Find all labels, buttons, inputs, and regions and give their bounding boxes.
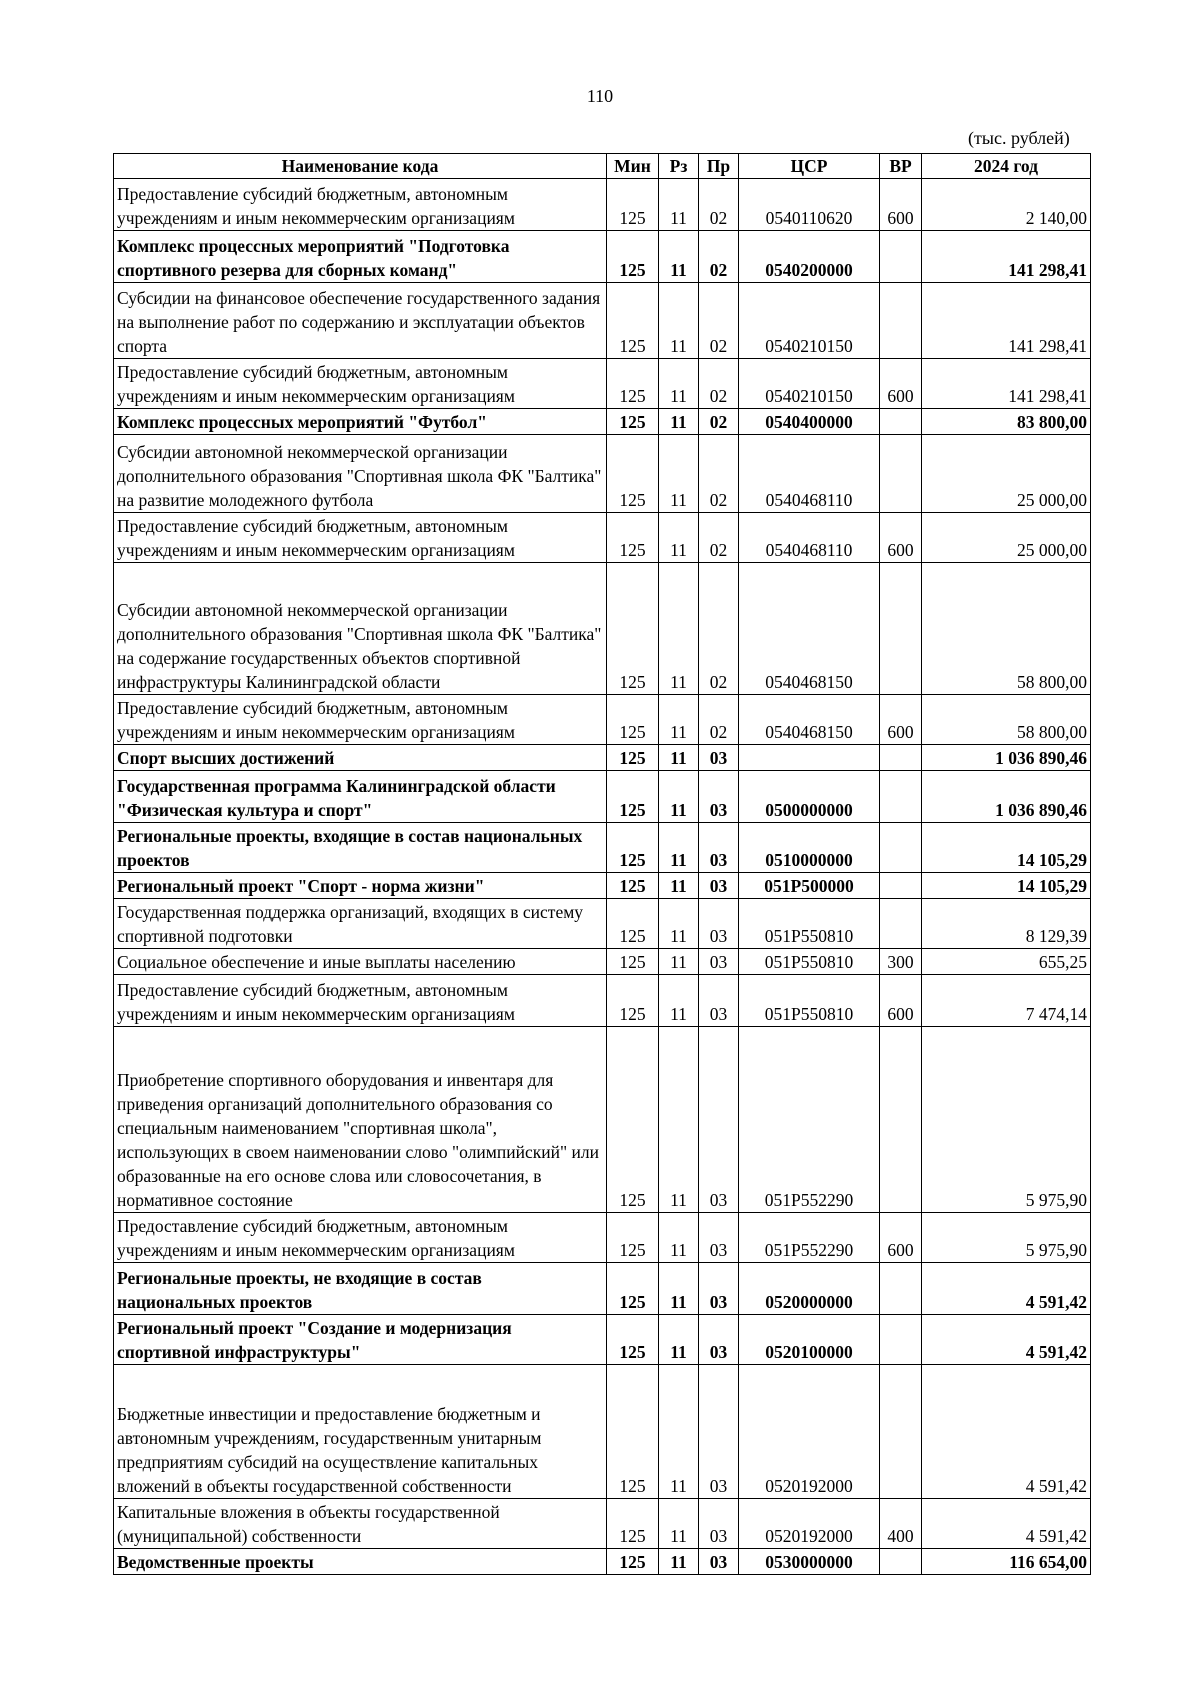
cell-rz: 11	[659, 1263, 699, 1315]
table-row	[114, 975, 1091, 1027]
cell-pr: 03	[699, 1263, 739, 1315]
cell-vr	[880, 745, 922, 771]
table-row	[114, 823, 1091, 873]
cell-min: 125	[607, 899, 659, 949]
cell-min: 125	[607, 975, 659, 1027]
cell-csr: 051P500000	[739, 873, 880, 899]
cell-pr: 02	[699, 695, 739, 745]
cell-pr: 03	[699, 1499, 739, 1549]
cell-name: Капитальные вложения в объекты государственной (муниципальной) собственности	[114, 1499, 607, 1549]
cell-csr: 0540210150	[739, 283, 880, 359]
table-row	[114, 899, 1091, 949]
cell-name: Ведомственные проекты	[114, 1549, 607, 1575]
table-row	[114, 1549, 1091, 1575]
cell-amount: 8 129,39	[922, 899, 1091, 949]
cell-amount: 4 591,42	[922, 1499, 1091, 1549]
cell-csr: 0540200000	[739, 231, 880, 283]
cell-csr: 0540468110	[739, 435, 880, 513]
cell-vr: 600	[880, 359, 922, 409]
cell-name: Предоставление субсидий бюджетным, автономным учреждениям и иным некоммерческим организациям	[114, 513, 607, 563]
cell-vr	[880, 231, 922, 283]
cell-min: 125	[607, 823, 659, 873]
cell-amount: 1 036 890,46	[922, 745, 1091, 771]
cell-vr: 300	[880, 949, 922, 975]
cell-min: 125	[607, 283, 659, 359]
table-row	[114, 283, 1091, 359]
cell-name: Региональный проект "Спорт - норма жизни"	[114, 873, 607, 899]
cell-amount: 5 975,90	[922, 1213, 1091, 1263]
cell-amount: 4 591,42	[922, 1315, 1091, 1365]
cell-pr: 03	[699, 1549, 739, 1575]
header-name: Наименование кода	[114, 154, 607, 179]
cell-rz: 11	[659, 1315, 699, 1365]
cell-rz: 11	[659, 1027, 699, 1213]
cell-name: Субсидии на финансовое обеспечение государственного задания на выполнение работ по содержанию и эксплуатации объектов спорта	[114, 283, 607, 359]
cell-csr: 0530000000	[739, 1549, 880, 1575]
cell-amount: 141 298,41	[922, 231, 1091, 283]
cell-vr	[880, 409, 922, 435]
cell-rz: 11	[659, 1549, 699, 1575]
cell-vr	[880, 1027, 922, 1213]
cell-vr: 600	[880, 975, 922, 1027]
cell-csr: 051P552290	[739, 1213, 880, 1263]
cell-vr	[880, 1263, 922, 1315]
cell-min: 125	[607, 1213, 659, 1263]
cell-amount: 141 298,41	[922, 283, 1091, 359]
cell-rz: 11	[659, 1499, 699, 1549]
cell-name: Приобретение спортивного оборудования и инвентаря для приведения организаций дополнительного образования со специальным наименованием "спортивная школа", использующих в своем наименовании слово "олимпийский" или образованные на его основе слова или словосочетания, в нормативное состояние	[114, 1027, 607, 1213]
table-row	[114, 359, 1091, 409]
cell-name: Региональные проекты, не входящие в состав национальных проектов	[114, 1263, 607, 1315]
cell-amount: 14 105,29	[922, 823, 1091, 873]
cell-csr: 051P552290	[739, 1027, 880, 1213]
cell-min: 125	[607, 1499, 659, 1549]
cell-name: Государственная поддержка организаций, входящих в систему спортивной подготовки	[114, 899, 607, 949]
table-row	[114, 1213, 1091, 1263]
cell-name: Комплекс процессных мероприятий "Подготовка спортивного резерва для сборных команд"	[114, 231, 607, 283]
cell-vr: 600	[880, 513, 922, 563]
cell-rz: 11	[659, 771, 699, 823]
cell-pr: 02	[699, 563, 739, 695]
cell-amount: 1 036 890,46	[922, 771, 1091, 823]
table-row	[114, 695, 1091, 745]
header-csr: ЦСР	[739, 154, 880, 179]
cell-csr: 0540400000	[739, 409, 880, 435]
cell-name: Государственная программа Калининградской области "Физическая культура и спорт"	[114, 771, 607, 823]
cell-amount: 25 000,00	[922, 435, 1091, 513]
cell-min: 125	[607, 1027, 659, 1213]
cell-min: 125	[607, 231, 659, 283]
cell-vr	[880, 1549, 922, 1575]
cell-name: Бюджетные инвестиции и предоставление бюджетным и автономным учреждениям, государственным унитарным предприятиям субсидий на осуществление капитальных вложений в объекты государственной собственности	[114, 1365, 607, 1499]
cell-csr: 0520100000	[739, 1315, 880, 1365]
cell-min: 125	[607, 695, 659, 745]
cell-pr: 02	[699, 435, 739, 513]
cell-name: Предоставление субсидий бюджетным, автономным учреждениям и иным некоммерческим организациям	[114, 695, 607, 745]
table-row	[114, 1499, 1091, 1549]
table-row	[114, 1263, 1091, 1315]
cell-name: Предоставление субсидий бюджетным, автономным учреждениям и иным некоммерческим организациям	[114, 975, 607, 1027]
cell-name: Предоставление субсидий бюджетным, автономным учреждениям и иным некоммерческим организациям	[114, 359, 607, 409]
table-row	[114, 435, 1091, 513]
cell-name: Комплекс процессных мероприятий "Футбол"	[114, 409, 607, 435]
cell-rz: 11	[659, 283, 699, 359]
cell-vr	[880, 823, 922, 873]
cell-pr: 02	[699, 409, 739, 435]
cell-pr: 03	[699, 899, 739, 949]
cell-min: 125	[607, 1263, 659, 1315]
budget-table	[113, 153, 1091, 1575]
cell-min: 125	[607, 563, 659, 695]
header-amount: 2024 год	[922, 154, 1091, 179]
table-row	[114, 771, 1091, 823]
cell-amount: 2 140,00	[922, 179, 1091, 231]
cell-vr	[880, 1365, 922, 1499]
cell-name: Социальное обеспечение и иные выплаты населению	[114, 949, 607, 975]
table-header-row	[114, 154, 1091, 179]
cell-pr: 03	[699, 1213, 739, 1263]
table-row	[114, 179, 1091, 231]
cell-csr: 0540110620	[739, 179, 880, 231]
table-row	[114, 873, 1091, 899]
cell-rz: 11	[659, 1365, 699, 1499]
cell-csr: 051P550810	[739, 899, 880, 949]
cell-csr: 0500000000	[739, 771, 880, 823]
table-row	[114, 1027, 1091, 1213]
cell-pr: 02	[699, 513, 739, 563]
table-row	[114, 231, 1091, 283]
cell-name: Региональный проект "Создание и модернизация спортивной инфраструктуры"	[114, 1315, 607, 1365]
cell-csr: 0540468150	[739, 695, 880, 745]
table-row	[114, 563, 1091, 695]
cell-amount: 116 654,00	[922, 1549, 1091, 1575]
cell-pr: 03	[699, 745, 739, 771]
cell-name: Предоставление субсидий бюджетным, автономным учреждениям и иным некоммерческим организациям	[114, 1213, 607, 1263]
cell-pr: 03	[699, 949, 739, 975]
cell-amount: 7 474,14	[922, 975, 1091, 1027]
cell-pr: 03	[699, 823, 739, 873]
cell-rz: 11	[659, 179, 699, 231]
cell-rz: 11	[659, 409, 699, 435]
cell-pr: 03	[699, 873, 739, 899]
table-row	[114, 1315, 1091, 1365]
cell-min: 125	[607, 359, 659, 409]
cell-csr: 0520192000	[739, 1499, 880, 1549]
cell-min: 125	[607, 949, 659, 975]
cell-csr: 0540468110	[739, 513, 880, 563]
cell-vr	[880, 563, 922, 695]
header-min: Мин	[607, 154, 659, 179]
cell-min: 125	[607, 873, 659, 899]
header-vr: ВР	[880, 154, 922, 179]
cell-min: 125	[607, 1315, 659, 1365]
header-rz: Рз	[659, 154, 699, 179]
cell-amount: 141 298,41	[922, 359, 1091, 409]
cell-min: 125	[607, 435, 659, 513]
cell-vr	[880, 771, 922, 823]
cell-csr: 0540210150	[739, 359, 880, 409]
cell-csr: 0520000000	[739, 1263, 880, 1315]
cell-amount: 83 800,00	[922, 409, 1091, 435]
cell-min: 125	[607, 409, 659, 435]
cell-csr: 051P550810	[739, 949, 880, 975]
cell-min: 125	[607, 1365, 659, 1499]
page-number: 110	[586, 86, 614, 106]
table-row	[114, 513, 1091, 563]
cell-rz: 11	[659, 359, 699, 409]
cell-pr: 03	[699, 1315, 739, 1365]
cell-name: Субсидии автономной некоммерческой организации дополнительного образования "Спортивная школа ФК "Балтика" на содержание государственных объектов спортивной инфраструктуры Калининградской области	[114, 563, 607, 695]
cell-amount: 655,25	[922, 949, 1091, 975]
table-row	[114, 745, 1091, 771]
cell-name: Спорт высших достижений	[114, 745, 607, 771]
cell-min: 125	[607, 1549, 659, 1575]
cell-min: 125	[607, 771, 659, 823]
cell-pr: 03	[699, 771, 739, 823]
cell-csr: 0540468150	[739, 563, 880, 695]
cell-pr: 02	[699, 359, 739, 409]
cell-amount: 14 105,29	[922, 873, 1091, 899]
header-pr: Пр	[699, 154, 739, 179]
cell-rz: 11	[659, 695, 699, 745]
cell-amount: 5 975,90	[922, 1027, 1091, 1213]
cell-amount: 4 591,42	[922, 1365, 1091, 1499]
cell-amount: 58 800,00	[922, 563, 1091, 695]
cell-rz: 11	[659, 949, 699, 975]
cell-name: Субсидии автономной некоммерческой организации дополнительного образования "Спортивная школа ФК "Балтика" на развитие молодежного футбола	[114, 435, 607, 513]
cell-rz: 11	[659, 873, 699, 899]
cell-csr	[739, 745, 880, 771]
table-row	[114, 1365, 1091, 1499]
cell-csr: 0510000000	[739, 823, 880, 873]
cell-name: Региональные проекты, входящие в состав национальных проектов	[114, 823, 607, 873]
cell-name: Предоставление субсидий бюджетным, автономным учреждениям и иным некоммерческим организациям	[114, 179, 607, 231]
cell-amount: 25 000,00	[922, 513, 1091, 563]
cell-pr: 02	[699, 231, 739, 283]
cell-amount: 4 591,42	[922, 1263, 1091, 1315]
cell-min: 125	[607, 513, 659, 563]
table-row	[114, 409, 1091, 435]
cell-vr: 400	[880, 1499, 922, 1549]
cell-vr: 600	[880, 695, 922, 745]
cell-rz: 11	[659, 1213, 699, 1263]
units-label: (тыс. рублей)	[968, 128, 1070, 148]
cell-pr: 02	[699, 283, 739, 359]
cell-vr	[880, 435, 922, 513]
cell-vr: 600	[880, 1213, 922, 1263]
cell-csr: 0520192000	[739, 1365, 880, 1499]
cell-pr: 03	[699, 1365, 739, 1499]
cell-rz: 11	[659, 745, 699, 771]
cell-rz: 11	[659, 231, 699, 283]
cell-rz: 11	[659, 563, 699, 695]
cell-vr	[880, 1315, 922, 1365]
table-row	[114, 949, 1091, 975]
cell-min: 125	[607, 179, 659, 231]
cell-rz: 11	[659, 513, 699, 563]
cell-rz: 11	[659, 435, 699, 513]
cell-amount: 58 800,00	[922, 695, 1091, 745]
cell-pr: 03	[699, 1027, 739, 1213]
cell-csr: 051P550810	[739, 975, 880, 1027]
cell-min: 125	[607, 745, 659, 771]
cell-rz: 11	[659, 975, 699, 1027]
cell-rz: 11	[659, 823, 699, 873]
cell-vr	[880, 873, 922, 899]
cell-pr: 03	[699, 975, 739, 1027]
cell-pr: 02	[699, 179, 739, 231]
cell-vr	[880, 899, 922, 949]
cell-vr	[880, 283, 922, 359]
cell-rz: 11	[659, 899, 699, 949]
cell-vr: 600	[880, 179, 922, 231]
